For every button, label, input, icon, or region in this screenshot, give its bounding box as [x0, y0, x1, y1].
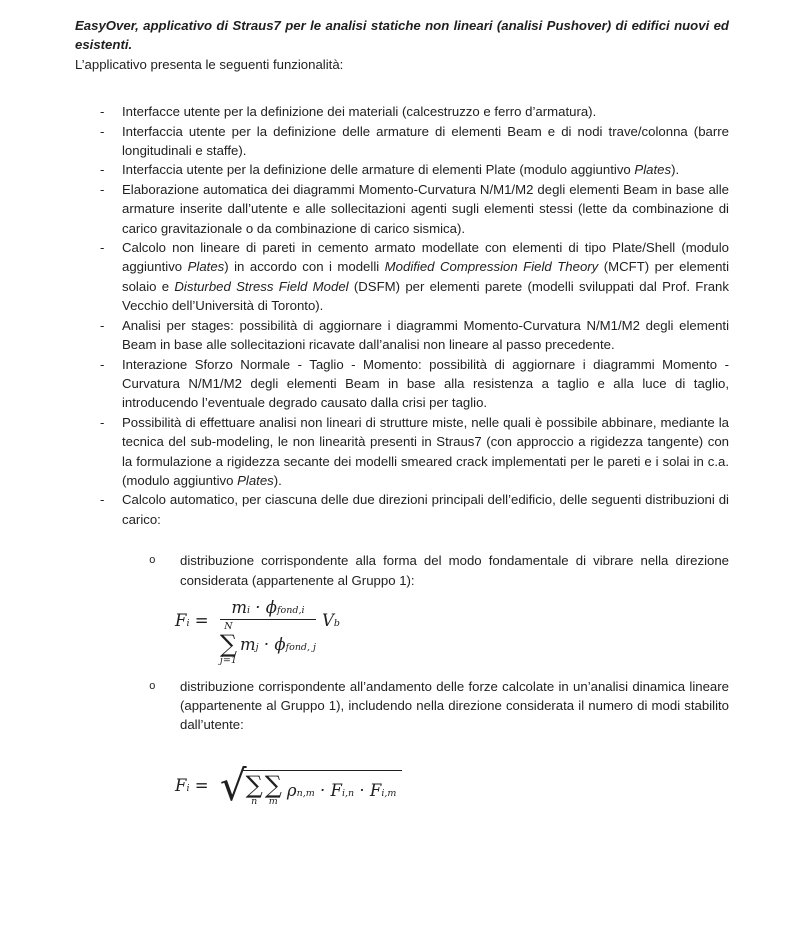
- list-item-text: ).: [273, 472, 282, 488]
- list-item: [75, 102, 729, 121]
- bullet-marker: -: [100, 181, 105, 197]
- list-item: [75, 180, 729, 238]
- list-item-text: Interazione Sforzo Normale - Taglio - Momento: possibilità di aggiornare i diagrammi Momento - Curvatura N/M1/M2 degli elementi Beam in base alla resistenza a taglio e alla luce di taglio, introducendo l’eventuale degrado causato dalla crisi per taglio.: [122, 356, 729, 411]
- list-item-text: Interfaccia utente per la definizione delle armature di elementi Beam e di nodi trave/colonna (barre longitudinali e staffe).: [122, 123, 729, 159]
- list-item: [75, 355, 729, 413]
- list-item-text: (DSFM) per elementi parete (modelli sviluppati dal Prof. Frank Vecchio dell’Università di Toronto).: [122, 278, 729, 314]
- sub-list-item-text: distribuzione corrispondente all’andamento delle forze calcolate in un’analisi dinamica lineare (appartenente al Gruppo 1), includendo nella direzione considerata il numero di modi stabilito dall’utente:: [180, 678, 729, 733]
- sub-bullet-marker: o: [149, 555, 156, 568]
- formula1-lhs: F i =: [175, 610, 214, 630]
- list-item-text: Analisi per stages: possibilità di aggiornare i diagrammi Momento-Curvatura N/M1/M2 degli elementi Beam in base alle sollecitazioni ricavate dall’analisi non lineare al passo precedente.: [122, 317, 729, 353]
- summation-operator: N ∑ j=1: [219, 621, 237, 666]
- formula1-denominator-terms: m j · ϕ fond, j: [239, 634, 316, 654]
- sub-list-item-dynamic-analysis: [75, 677, 729, 735]
- sub-list-item-text: distribuzione corrispondente alla forma del modo fondamentale di vibrare nella direzione considerata (appartenente al Gruppo 1):: [180, 553, 729, 588]
- list-item-text: ).: [671, 162, 680, 178]
- bullet-marker: -: [100, 317, 105, 333]
- load-distribution-sublist: [75, 551, 729, 810]
- bullet-marker: -: [100, 123, 105, 139]
- list-item-text: Elaborazione automatica dei diagrammi Momento-Curvatura N/M1/M2 degli elementi Beam in base alle armature inserite dall’utente e alle sollecitazioni agenti sugli elementi stessi (lette da combinazione di carico gravitazionale o da combinazione di carico sismica).: [122, 181, 729, 236]
- bullet-marker: -: [100, 356, 105, 372]
- list-item: [75, 122, 729, 161]
- list-item-text: Calcolo automatico, per ciascuna delle due direzioni principali dell’edificio, delle seguenti distribuzioni di carico:: [122, 492, 729, 527]
- list-item-text: Possibilità di effettuare analisi non lineari di strutture miste, nelle quali è possibile abbinare, mediante la tecnica del sub-modeling, le non linearità presenti in Straus7 (con approccio a rigidezza tangente) con la formulazione a rigidezza secante dei modelli smeared crack implementati per le pareti e i solai in c.a. (modulo aggiuntivo: [122, 414, 729, 488]
- list-item: [75, 238, 729, 316]
- formula1-numerator: m i · ϕ fond,i: [220, 598, 316, 620]
- bullet-marker: -: [100, 104, 105, 120]
- square-root: [219, 760, 403, 810]
- radicand: [243, 770, 403, 808]
- bullet-marker: -: [100, 492, 105, 508]
- list-item-text: Calcolo non lineare di pareti in cemento armato modellate con elementi di tipo Plate/Shell (modulo aggiuntivo: [122, 240, 729, 275]
- formula-mode-shape-distribution: [175, 598, 729, 667]
- intro-line: L’applicativo presenta le seguenti funzionalità:: [75, 56, 344, 72]
- bullet-marker: -: [100, 414, 105, 430]
- list-item-text: (MCFT) per elementi solaio e: [122, 259, 730, 294]
- bullet-marker: -: [100, 162, 105, 178]
- list-item-text: ) in accordo con i modelli: [224, 259, 385, 275]
- feature-list: [75, 102, 729, 529]
- formula1-rhs: V b: [322, 610, 341, 630]
- document-title: EasyOver, applicativo di Straus7 per le analisi statiche non lineari (analisi Pushover) di edifici nuovi ed esistenti.: [75, 18, 729, 53]
- list-item-text: Disturbed Stress Field Model: [174, 278, 349, 294]
- formula1-denominator: [220, 620, 316, 666]
- bullet-marker: -: [100, 240, 105, 256]
- formula-modal-combination: [175, 760, 729, 810]
- summation-operator: ∑ n: [245, 770, 263, 807]
- formula2-lhs: F i =: [175, 776, 214, 796]
- list-item-text: Interfaccia utente per la definizione delle armature di elementi Plate (modulo aggiuntivo: [122, 162, 635, 178]
- list-item-text: Modified Compression Field Theory: [384, 259, 599, 275]
- summation-operator: ∑ m: [264, 770, 282, 807]
- list-item-text: Plates: [634, 162, 672, 178]
- formula2-terms: ρ n,m · F i,n · F i,m: [286, 780, 397, 800]
- list-item: [75, 413, 729, 491]
- list-item-text: Plates: [187, 259, 225, 275]
- radical-sign: √: [219, 760, 247, 810]
- list-item: [75, 490, 729, 529]
- formula1-fraction: [220, 598, 316, 667]
- list-item: [75, 160, 729, 179]
- list-item-text: Interfacce utente per la definizione dei materiali (calcestruzzo e ferro d’armatura).: [122, 104, 597, 120]
- sub-list-item-mode-shape: [75, 551, 729, 590]
- sub-bullet-marker: o: [149, 680, 156, 693]
- list-item-text: Plates: [237, 472, 274, 488]
- list-item: [75, 316, 729, 355]
